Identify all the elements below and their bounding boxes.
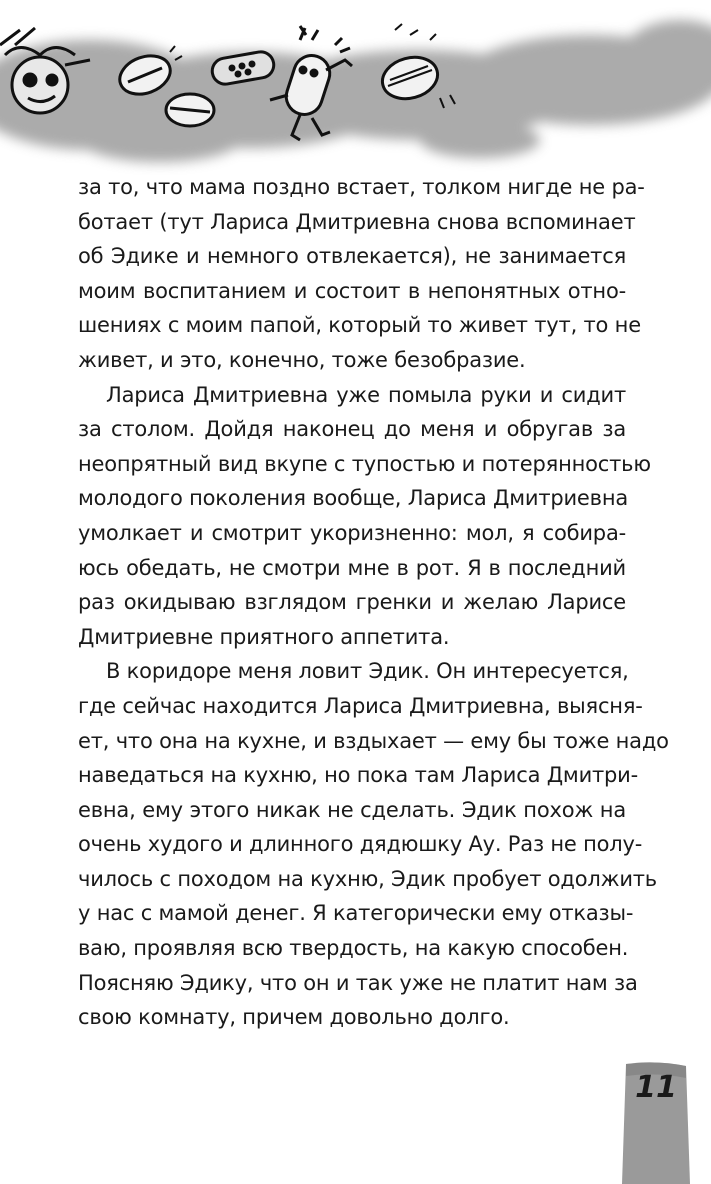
paragraph-2: [78, 378, 651, 655]
text-line: живет, и это, конечно, тоже безобразие.: [78, 347, 526, 372]
text-line: раз окидываю взглядом гренки и желаю Ларисе: [78, 590, 626, 615]
text-line: шениях с моим папой, который то живет тут, то не: [78, 313, 641, 338]
text-line: Дмитриевне приятного аппетита.: [78, 624, 450, 649]
header-illustration: [0, 0, 711, 175]
text-line: очень худого и длинного дядюшку Ау. Раз не полу-: [78, 832, 643, 857]
paragraph-1: [78, 170, 645, 378]
text-line: умолкает и смотрит укоризненно: мол, я собира-: [78, 520, 626, 545]
pill-icon: [166, 94, 214, 126]
text-line: где сейчас находится Лариса Дмитриевна, выясня-: [78, 693, 643, 718]
text-line: неопрятный вид вкупе с тупостью и потерянностью: [78, 451, 651, 476]
text-line: моим воспитанием и состоит в непонятных отно-: [78, 278, 626, 303]
text-line: за то, что мама поздно встает, толком нигде не ра-: [78, 175, 645, 199]
text-line: молодого поколения вообще, Лариса Дмитриевна: [78, 486, 629, 511]
text-line: ваю, проявляя всю твердость, на какую способен.: [78, 936, 629, 961]
text-line: об Эдике и немного отвлекается), не занимается: [78, 244, 626, 269]
text-line: чилось с походом на кухню, Эдик пробует одолжить: [78, 866, 657, 891]
text-line: у нас с мамой денег. Я категорически ему отказы-: [78, 901, 634, 926]
text-line: В коридоре меня ловит Эдик. Он интересуется,: [106, 659, 629, 684]
text-line: евна, ему этого никак не сделать. Эдик похож на: [78, 797, 626, 822]
text-line: свою комнату, причем довольно долго.: [78, 1005, 510, 1030]
text-line: ботает (тут Лариса Дмитриевна снова вспоминает: [78, 209, 636, 234]
paragraph-3: [78, 654, 669, 1035]
text-line: ет, что она на кухне, и вздыхает — ему бы тоже надо: [78, 728, 669, 753]
text-line: юсь обедать, не смотри мне в рот. Я в последний: [78, 555, 626, 580]
body-text: [78, 170, 669, 1035]
text-line: Поясняю Эдику, что он и так уже не платит нам за: [78, 970, 638, 995]
text-line: за столом. Дойдя наконец до меня и обругав за: [78, 417, 626, 442]
text-line: наведаться на кухню, но пока там Лариса Дмитри-: [78, 763, 639, 788]
watercolor-wash: [0, 20, 711, 162]
page-number: 11: [635, 1070, 677, 1105]
text-line: Лариса Дмитриевна уже помыла руки и сидит: [106, 382, 626, 407]
